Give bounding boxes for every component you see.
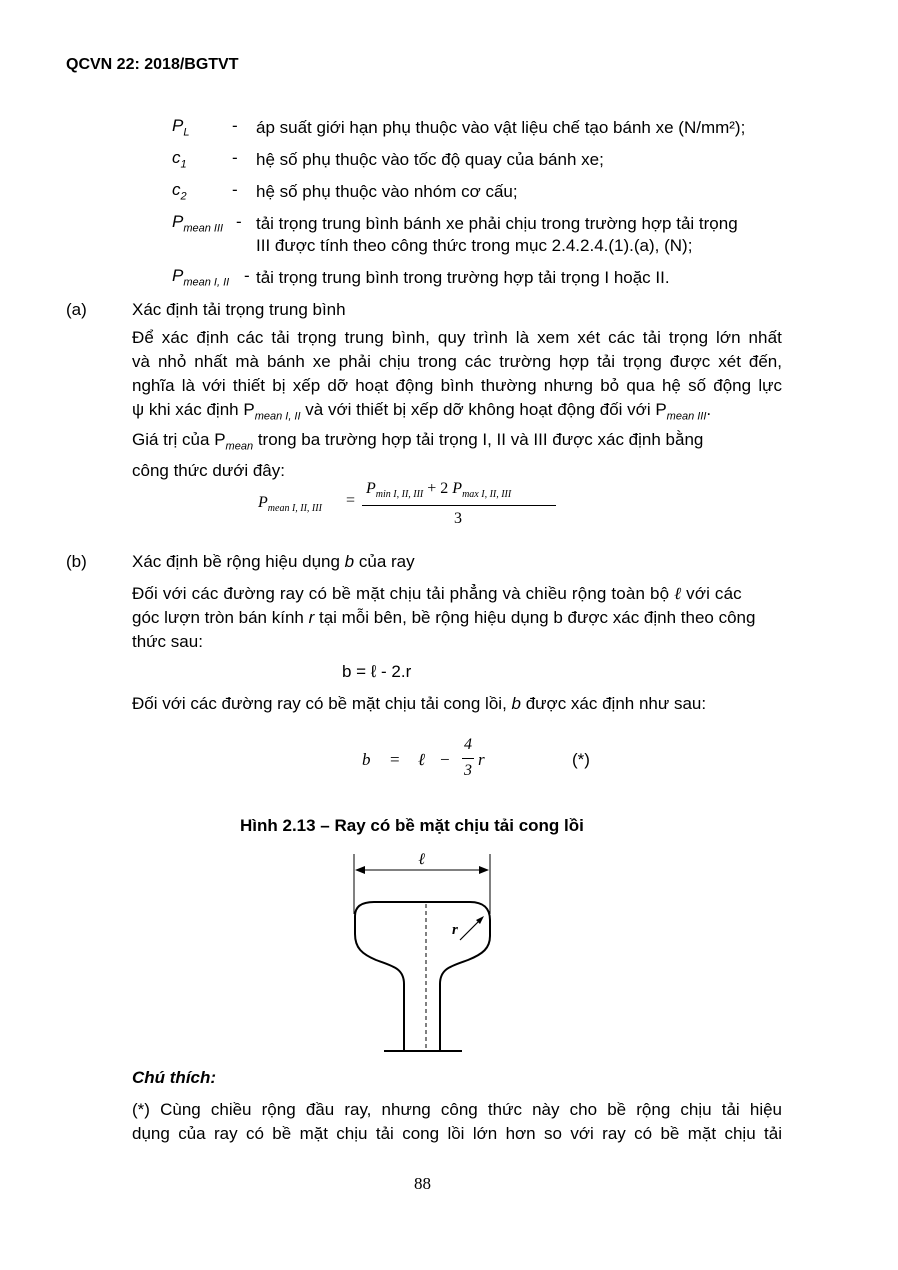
note-title: Chú thích: [132,1068,217,1087]
definition-pmean-iii [172,212,802,255]
definition-pmean-i-ii [172,266,802,288]
formula-tag: (*) [572,750,590,769]
paragraph-line: ψ khi xác định $P_{mean I, II}$ và với thiết bị xếp dỡ không hoạt động đối với $P_{mean III}$. [132,400,712,423]
paragraph-line: Đối với các đường ray có bề mặt chịu tải phẳng và chiều rộng toàn bộ ℓ với các [132,584,742,603]
paragraph-line: công thức dưới đây: [132,460,285,480]
figure-caption: Hình 2.13 – Ray có bề mặt chịu tải cong lồi [240,816,584,835]
symbol: $P_{mean III}$ [172,212,224,235]
dash: - [244,266,250,285]
page-number: 88 [414,1174,431,1193]
paragraph-line: Để xác định các tải trọng trung bình, quy trình là xem xét các tải trọng lớn nhất [132,328,782,347]
definition-text: hệ số phụ thuộc vào tốc độ quay của bánh xe; [256,150,604,169]
paragraph-line: nghĩa là với thiết bị xếp dỡ hoạt động bình thường nhưng bỏ qua hệ số động lực [132,376,782,395]
symbol: $c_1$ [172,148,187,171]
fraction-bar [462,758,474,759]
definition-c1 [172,148,802,170]
formula-num: 4 [464,736,472,753]
rail-profile-figure [340,844,510,1056]
formula-equals: = [346,492,356,509]
definition-text: tải trọng trung bình bánh xe phải chịu trong trường hợp tải trọng [256,214,738,233]
formula-numerator: $P_{min I, II, III} + 2$ $P_{max I, II, III}$ [366,480,512,501]
dash: - [232,148,238,167]
formula-minus: − [440,750,450,769]
section-b-paragraph [132,582,782,654]
note-line: (*) Cùng chiều rộng đầu ray, nhưng công thức này cho bề rộng chịu tải hiệu [132,1100,782,1119]
formula-convex [362,736,602,786]
section-a-paragraph [132,326,782,483]
definition-text: III được tính theo công thức trong mục 2.4.2.4.(1).(a), (N); [256,236,693,255]
definition-text: tải trọng trung bình trong trường hợp tải trọng I hoặc II. [256,268,670,287]
radius-label: r [452,922,458,938]
section-b-convex-text: Đối với các đường ray có bề mặt chịu tải cong lồi, b được xác định như sau: [132,694,707,713]
formula-b: b [362,750,371,769]
dash: - [232,180,238,199]
formula-den: 3 [464,762,472,779]
note-body [132,1098,782,1146]
formula-lhs: $P_{mean I, II, III}$ [258,494,322,515]
formula-r: r [478,750,485,769]
definition-text: hệ số phụ thuộc vào nhóm cơ cấu; [256,182,518,201]
definition-pl [172,116,802,138]
section-a-title: Xác định tải trọng trung bình [132,300,346,319]
paragraph-line: góc lượn tròn bán kính r tại mỗi bên, bề rộng hiệu dụng b được xác định theo công [132,608,756,627]
symbol: $c_2$ [172,180,187,203]
definition-text: áp suất giới hạn phụ thuộc vào vật liệu chế tạo bánh xe (N/mm²); [256,118,746,137]
note-line: dụng của ray có bề mặt chịu tải cong lồi lớn hơn so với ray có bề mặt chịu tải [132,1124,782,1143]
section-b-label: (b) [66,552,87,571]
formula-equals: = [390,750,400,769]
symbol: $P_L$ [172,116,190,139]
paragraph-line: Giá trị của $P_{mean}$ trong ba trường hợp tải trọng I, II và III được xác định bằng [132,430,704,453]
definition-c2 [172,180,802,202]
dash: - [236,212,242,231]
arrowhead-right-icon [479,866,489,874]
section-b-title: Xác định bề rộng hiệu dụng b của ray [132,552,415,571]
ell-label: ℓ [418,851,426,868]
paragraph-line: và nhỏ nhất mà bánh xe phải chịu trong các trường hợp tải trọng được xét đến, [132,352,782,371]
symbol: $P_{mean I, II}$ [172,266,230,289]
dash: - [232,116,238,135]
fraction-bar [362,505,556,506]
paragraph-line: thức sau: [132,632,203,651]
formula-denominator: 3 [454,510,462,527]
formula-pmean [258,480,578,536]
document-header: QCVN 22: 2018/BGTVT [66,56,239,73]
section-a-label: (a) [66,300,87,319]
formula-ell: ℓ [418,750,426,769]
arrowhead-left-icon [355,866,365,874]
rail-outline [355,902,490,1034]
equation-flat: b = ℓ - 2.r [342,662,412,681]
